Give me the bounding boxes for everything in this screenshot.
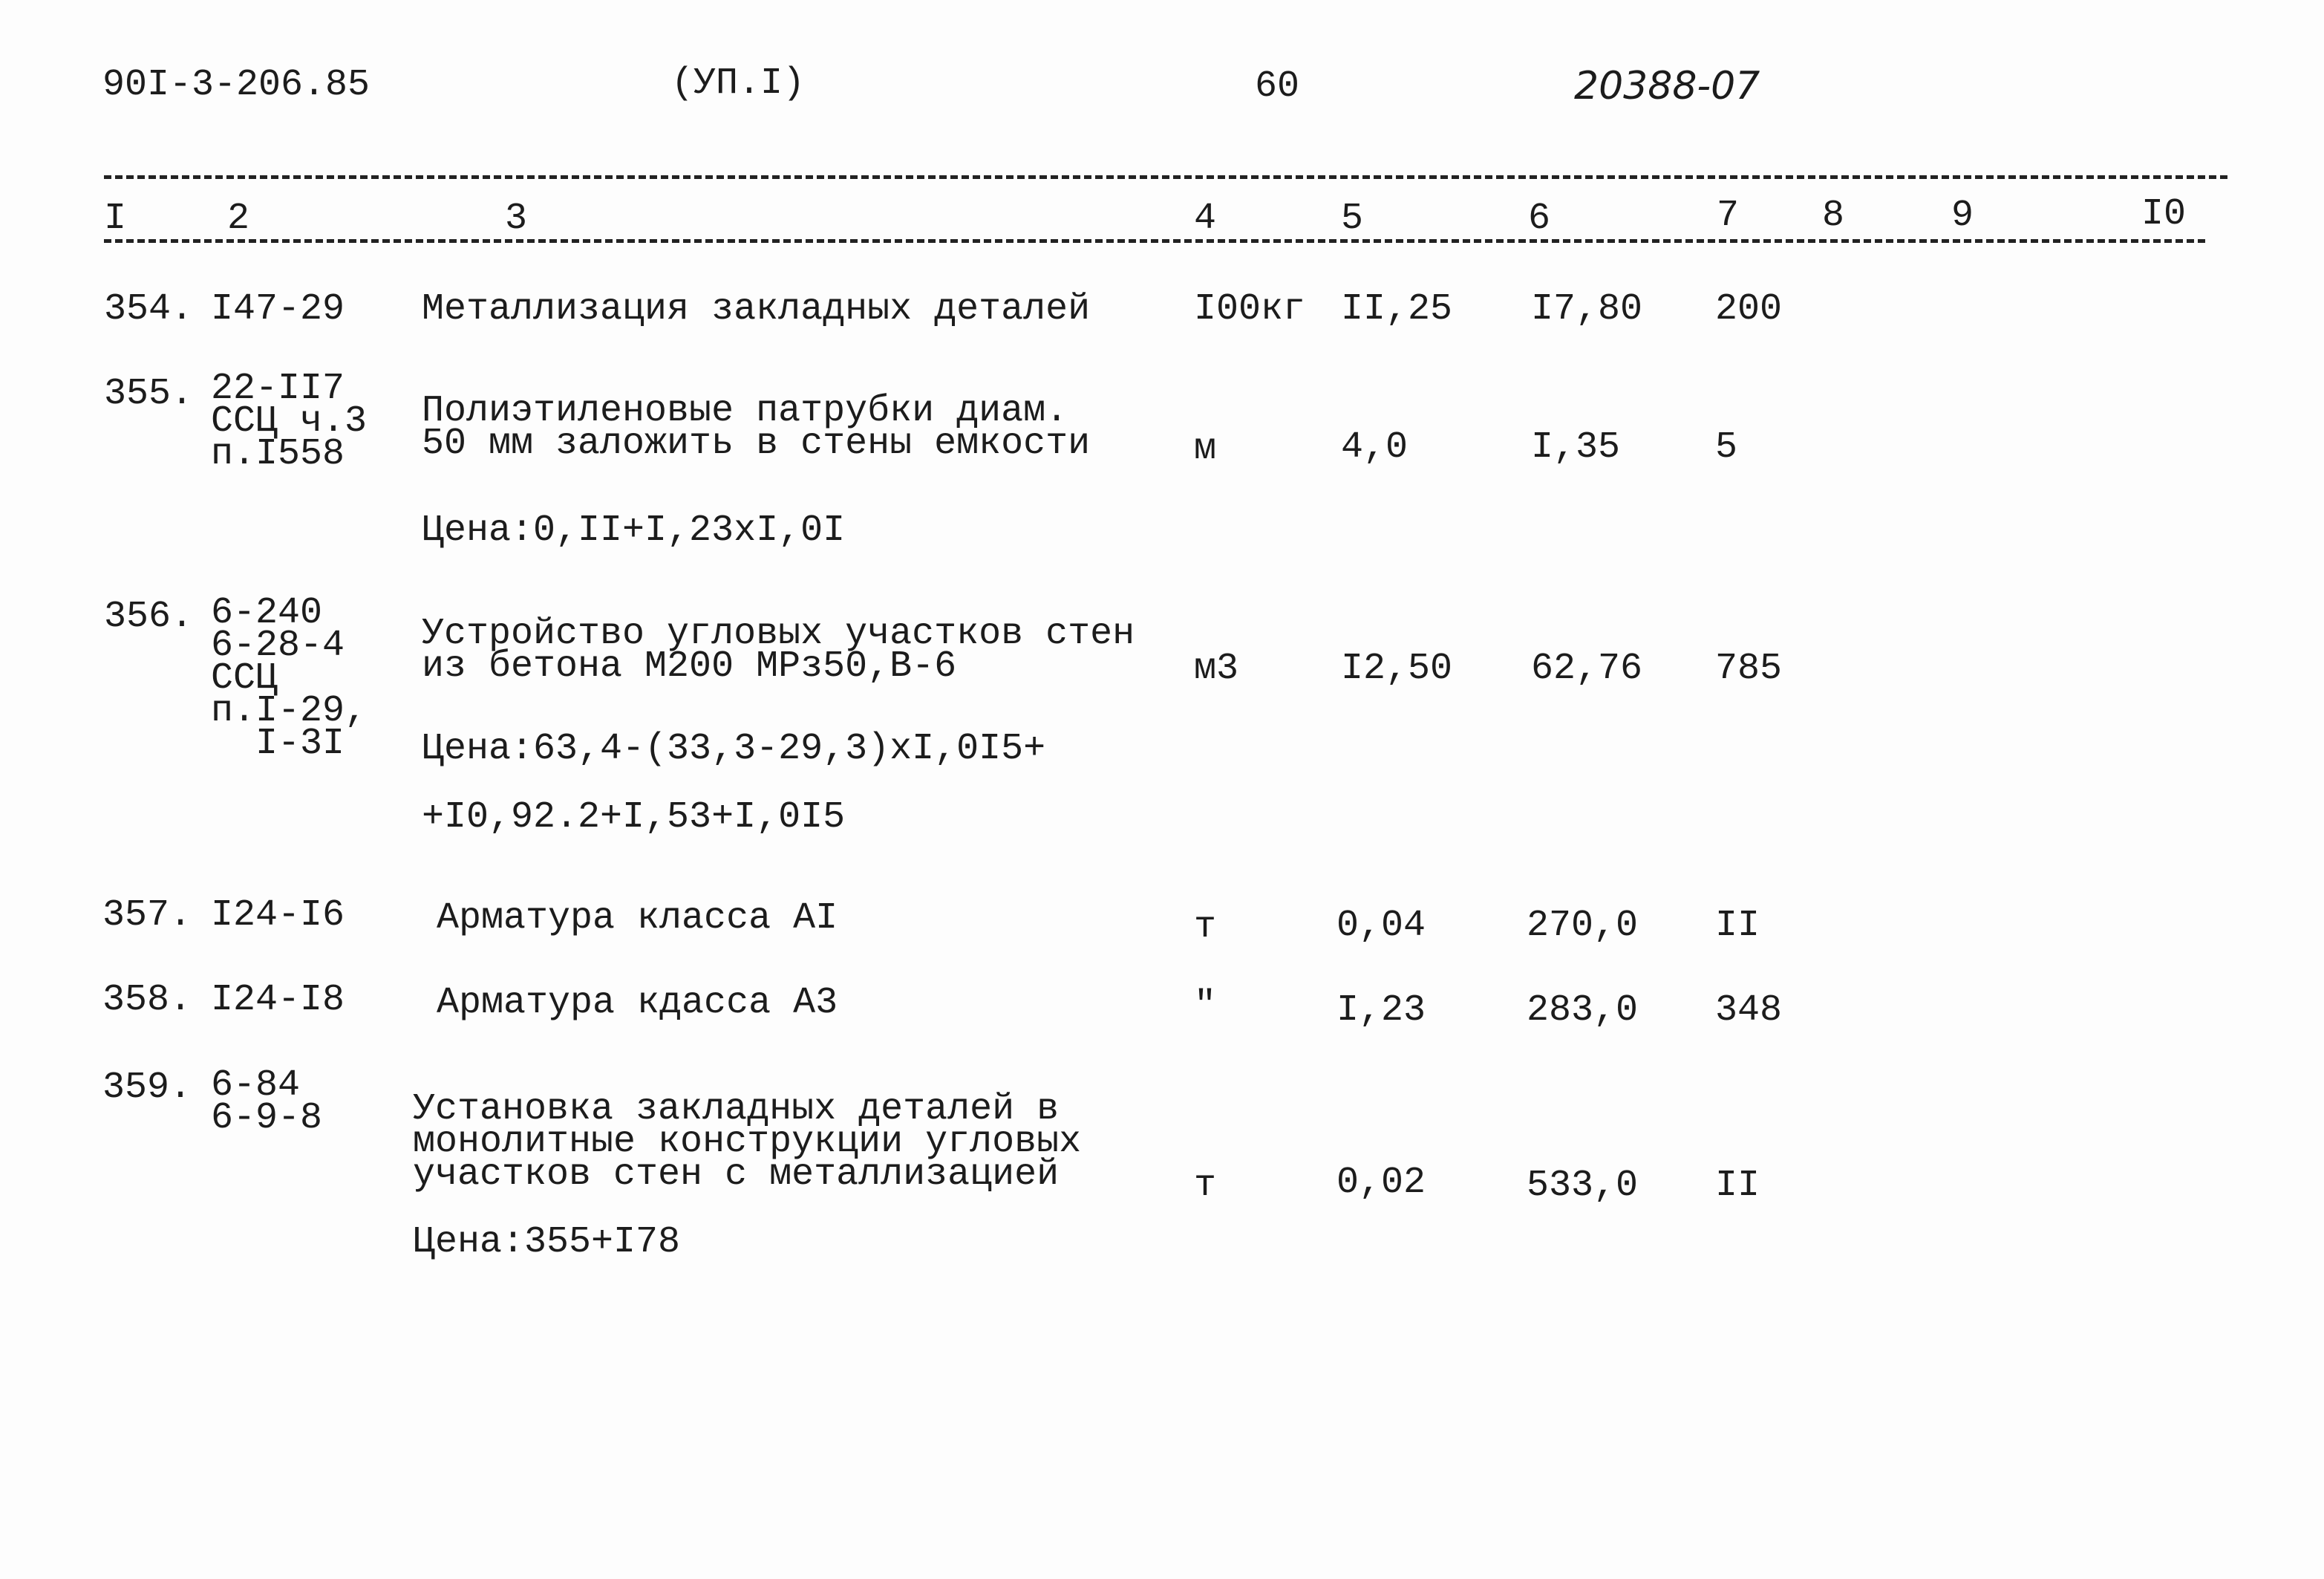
work-description [422,390,1091,465]
norm-code-line: п.I-29, [211,690,368,732]
quantity: II,25 [1341,288,1453,331]
work-description [413,1088,1082,1196]
quantity: I,23 [1336,989,1426,1032]
top-rule [104,175,2227,179]
norm-code-line: 22-II7 [211,368,345,410]
row-number: 357. [102,894,192,937]
description-line: монолитные конструкции угловых [413,1121,1082,1163]
unit: " [1194,985,1217,1027]
total-cost: 785 [1715,648,1783,690]
row-number: 359. [102,1067,192,1109]
unit-price: I7,80 [1531,288,1643,331]
norm-code-line: 6-9-8 [211,1097,323,1139]
quantity: 0,02 [1336,1162,1426,1204]
total-cost: 200 [1715,288,1783,331]
quantity: 4,0 [1341,426,1409,469]
section-label: (УП.I) [671,62,806,105]
document-number: 90I-3-206.85 [102,64,371,106]
col-header-1: I [104,198,127,240]
page-number: 60 [1255,65,1300,108]
unit: м [1194,428,1217,470]
price-note: Цена:0,II+I,23xI,0I [422,509,846,552]
unit-price: 283,0 [1527,989,1639,1032]
col-header-9: 9 [1951,195,1974,237]
row-number: 356. [104,596,194,638]
row-number: 355. [104,373,194,415]
norm-code-line: 6-28-4 [211,625,345,667]
norm-code-line: I-3I [255,723,345,765]
col-header-2: 2 [227,198,250,240]
unit: I00кг [1194,288,1306,331]
col-header-8: 8 [1822,195,1845,237]
col-header-3: 3 [505,198,528,240]
col-header-5: 5 [1341,198,1364,240]
quantity: I2,50 [1341,648,1453,690]
description-line: участков стен с металлизацией [413,1153,1060,1196]
work-description: Арматура класса АI [437,897,838,940]
work-description [422,613,1135,688]
unit-price: 270,0 [1527,905,1639,947]
description-line: Полиэтиленовые патрубки диам. [422,390,1068,432]
unit: м3 [1194,648,1239,690]
unit: т [1194,1165,1217,1207]
quantity: 0,04 [1336,905,1426,947]
norm-code-line: ССЦ [211,657,278,700]
row-number: 358. [102,979,192,1021]
norm-code: I24-I6 [211,894,345,937]
col-header-10: I0 [2141,193,2187,235]
column-header-rule [104,239,2205,243]
work-description: Металлизация закладных деталей [422,288,1091,331]
col-header-7: 7 [1717,195,1740,237]
unit-price: 62,76 [1531,648,1643,690]
archive-number: 20388-07 [1574,64,1760,108]
total-cost: 348 [1715,989,1783,1032]
price-note: +I0,92.2+I,53+I,0I5 [422,796,846,839]
norm-code-line: 6-84 [211,1064,301,1107]
norm-code: I47-29 [211,288,345,331]
row-number: 354. [104,288,194,331]
norm-code: I24-I8 [211,979,345,1021]
norm-code [211,1064,323,1139]
price-note: Цена:63,4-(33,3-29,3)xI,0I5+ [422,728,1046,770]
total-cost: II [1715,1165,1760,1207]
norm-code-line: 6-240 [211,592,323,634]
work-description: Арматура кдасса А3 [437,982,838,1024]
unit-price: I,35 [1531,426,1621,469]
norm-code [211,368,368,475]
price-note: Цена:355+I78 [413,1221,681,1263]
total-cost: 5 [1715,426,1738,469]
norm-code-line: ССЦ ч.3 [211,400,368,443]
norm-code [211,592,368,765]
col-header-4: 4 [1194,198,1217,240]
description-line: из бетона М200 МРз50,В-6 [422,645,957,688]
description-line: Установка закладных деталей в [413,1088,1060,1130]
description-line: Устройство угловых участков стен [422,613,1135,655]
total-cost: II [1715,905,1760,947]
unit-price: 533,0 [1527,1165,1639,1207]
description-line: 50 мм заложить в стены емкости [422,423,1091,465]
norm-code-line: п.I558 [211,433,345,475]
col-header-6: 6 [1528,198,1551,240]
unit: т [1194,906,1217,948]
